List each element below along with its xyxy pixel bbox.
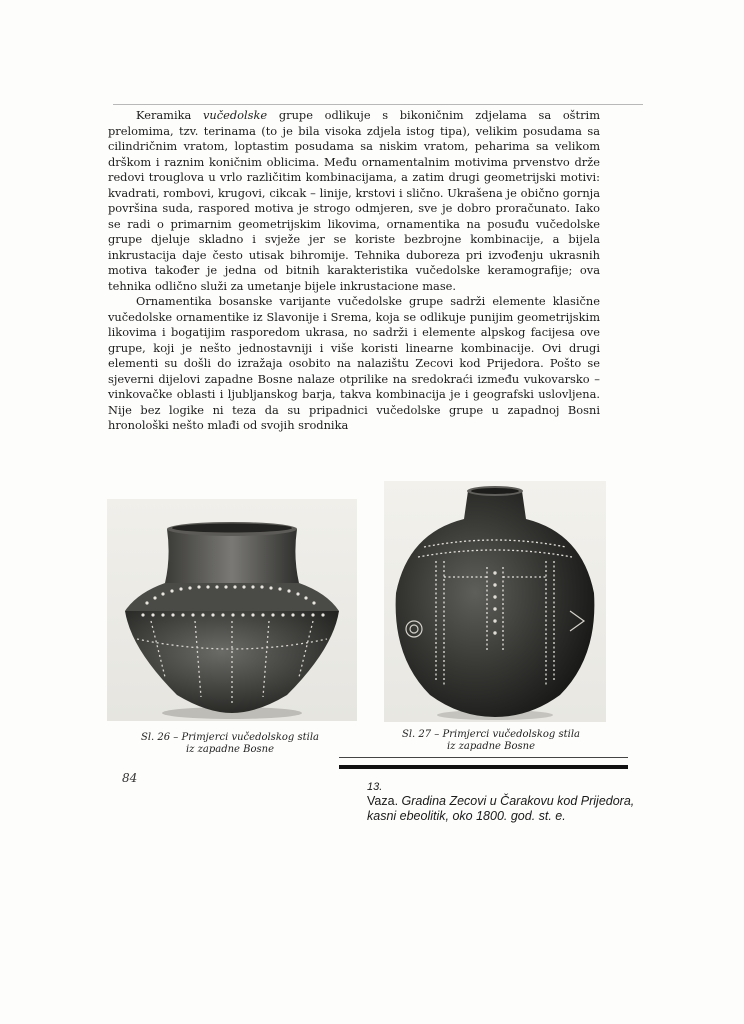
globular-vessel-illustration — [384, 481, 606, 722]
paragraph-2: Ornamentika bosanske varijante vučedolske grupe sadrži elemente klasične vučedolske ornamentike iz Slavonije i Srema, koja se odlikuje punijim geometrijskim likovima i bogatijim rasporedom ukrasa, no sadrži i elemente alpskog facijesa ove grupe, koji je nešto jednostavniji i više koristi linearne kombinacije. Ovi drugi elementi su došli do izražaja osobito na nalazištu Zecovi kod Prijedora. Pošto se sjeverni dijelovi zapadne Bosne nalaze otprilike na sredokraći između vukovarsko – vinkovačke oblasti i ljubljanskog barja, takva kombinacija je i geografski uslovljena. Nije bez logike ni teza da su pripadnici vučedolske grupe u zapadnoj Bosni hronološki nešto mlađi od svojih srodnika — [108, 294, 600, 432]
figure-27-caption: Sl. 27 – Primjerci vučedolskog stila iz zapadne Bosne — [402, 729, 580, 752]
plate-label: Vaza. — [367, 794, 399, 808]
page-number: 84 — [122, 771, 138, 785]
figure-27-vessel-photo — [384, 481, 606, 722]
separator-thick-rule — [339, 765, 628, 769]
paragraph-1: Keramika vučedolske grupe odlikuje s bikoničnim zdjelama sa oštrim prelomima, tzv. terinama (to je bila visoka zdjela istog tipa), velikim posudama sa cilindričnim vratom, loptastim posudama sa niskim vratom, peharima sa velikom drškom i raznim koničnim oblicima. Među ornamentalnim motivima prvenstvo drže redovi trouglova u vrlo različitim kombinacijama, a zatim drugi geometrijski motivi: kvadrati, rombovi, krugovi, cikcak – linije, krstovi i slično. Ukrašena je obično gornja površina suda, raspored motiva je strogo odmjeren, sve je dobro proračunato. Iako se radi o primarnim geometrijskim likovima, ornamentika na posuđu vučedolske grupe djeluje skladno i svježe jer se koriste bezbrojne kombinacije, a bijela inkrustacija daje često utisak bihromije. Tehnika duboreza pri izvođenju ukrasnih motiva također je jedna od bitnih karakteristika vučedolske keramografije; ova tehnika odlično služi za umetanje bijele inkrustacione mase. — [108, 108, 600, 293]
plate-caption — [367, 780, 637, 824]
figure-26-caption: Sl. 26 – Primjerci vučedolskog stila iz zapadne Bosne — [141, 732, 319, 755]
body-text — [108, 108, 600, 434]
top-rule — [113, 104, 643, 105]
separator-thin-rule — [339, 757, 628, 758]
plate-description: Vaza. Gradina Zecovi u Čarakovu kod Prijedora, kasni ebeolitik, oko 1800. god. st. e. — [367, 794, 635, 823]
plate-number: 13. — [367, 781, 383, 793]
group-name: vučedolske — [203, 108, 268, 122]
biconical-vessel-illustration — [107, 499, 357, 721]
figure-26-vessel-photo — [107, 499, 357, 721]
